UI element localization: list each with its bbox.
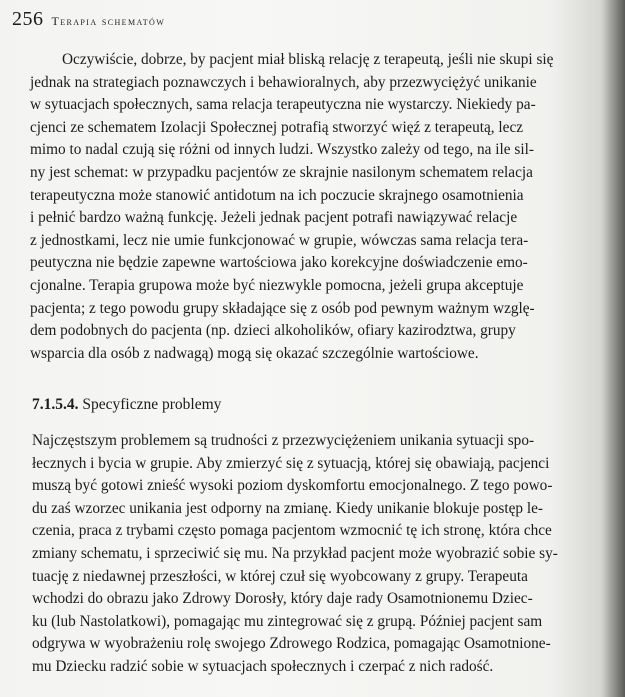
text-line: mimo to nadal czują się różni od innych ludzi. Wszystko zależy od tego, na ile sil- [30,141,534,159]
text-line: ku (lub Nastolatkowi), pomagając mu zintegrować się z grupą. Później pacjent sam [32,612,543,630]
text-line: ny jest schemat: w przypadku pacjentów ze skrajnie nasilonym schematem relacja [30,163,533,181]
text-line: czenia, praca z trybami często pomaga pacjentom wzmocnić tę ich stronę, która chce [32,522,552,540]
text-line: odgrywa w wyobrażeniu rolę swojego Zdrowego Rodzica, pomagając Osamotnione- [32,635,551,653]
text-line: cjonalne. Terapia grupowa może być niezwykle pomocna, jeżeli grupa akceptuje [30,276,524,294]
text-line: mu Dziecku radzić sobie w sytuacjach społecznych i czerpać z nich radość. [32,657,494,675]
section-number: 7.1.5.4. [32,396,79,413]
running-head: Terapia schematów [51,14,166,28]
text-line: Oczywiście, dobrze, by pacjent miał bliską relację z terapeutą, jeśli nie skupi się [62,51,554,68]
text-line: wsparcia dla osób z nadwagą) mogą się okazać szczególnie wartościowe. [30,344,479,362]
text-line: cjenci ze schematem Izolacji Społecznej potrafią stworzyć więź z terapeutą, lecz [30,118,524,136]
text-line: Najczęstszym problemem są trudności z przezwyciężeniem unikania sytuacji spo- [32,432,535,449]
text-line: muszą być gotowi znieść wysoki poziom dyskomfortu emocjonalnego. Z tego powo- [32,477,553,495]
text-line: zmiany schematu, i sprzeciwić się mu. Na przykład pacjent może wyobrazić sobie sy- [32,544,558,562]
text-line: dem podobnych do pacjenta (np. dzieci alkoholików, ofiary kazirodztwa, grupy [30,322,516,340]
page-number: 256 [12,8,44,30]
text-line: łecznych i bycia w grupie. Aby zmierzyć się z sytuacją, której się obawiają, pacjenci [32,454,550,472]
paragraph-1 [30,49,553,365]
section-heading [32,396,221,414]
text-line: wchodzi do obrazu jako Zdrowy Dorosły, który daje rady Osamotnionemu Dziec- [32,590,533,608]
text-line: tuację z niedawnej przeszłości, w której czuł się wyobcowany z grupy. Terapeuta [32,567,528,585]
page-edge-shadow [603,0,625,697]
text-line: z jednostkami, lecz nie umie funkcjonować w grupie, wówczas sama relacja tera- [30,231,529,249]
paragraph-2 [32,430,558,679]
text-line: i pełnić bardzo ważną funkcję. Jeżeli jednak pacjent potrafi nawiązywać relacje [30,209,518,227]
text-line: du zaś wzorzec unikania jest odporny na zmianę. Kiedy unikanie blokuje postęp le- [32,499,544,517]
text-line: jednak na strategiach poznawczych i behawioralnych, aby przezwyciężyć unikanie [30,73,537,91]
section-title: Specyficzne problemy [82,396,222,413]
text-line: terapeutyczna może stanowić antidotum na ich poczucie skrajnego osamotnienia [30,186,524,204]
text-line: pacjenta; z tego powodu grupy składające się z osób pod pewnym ważnym wzglę- [30,299,535,317]
text-line: w sytuacjach społecznych, sama relacja terapeutyczna nie wystarczy. Niekiedy pa- [30,96,536,114]
page-header [12,8,165,31]
text-line: peutyczna nie będzie zapewne wartościowa jako korekcyjne doświadczenie emo- [30,254,528,272]
